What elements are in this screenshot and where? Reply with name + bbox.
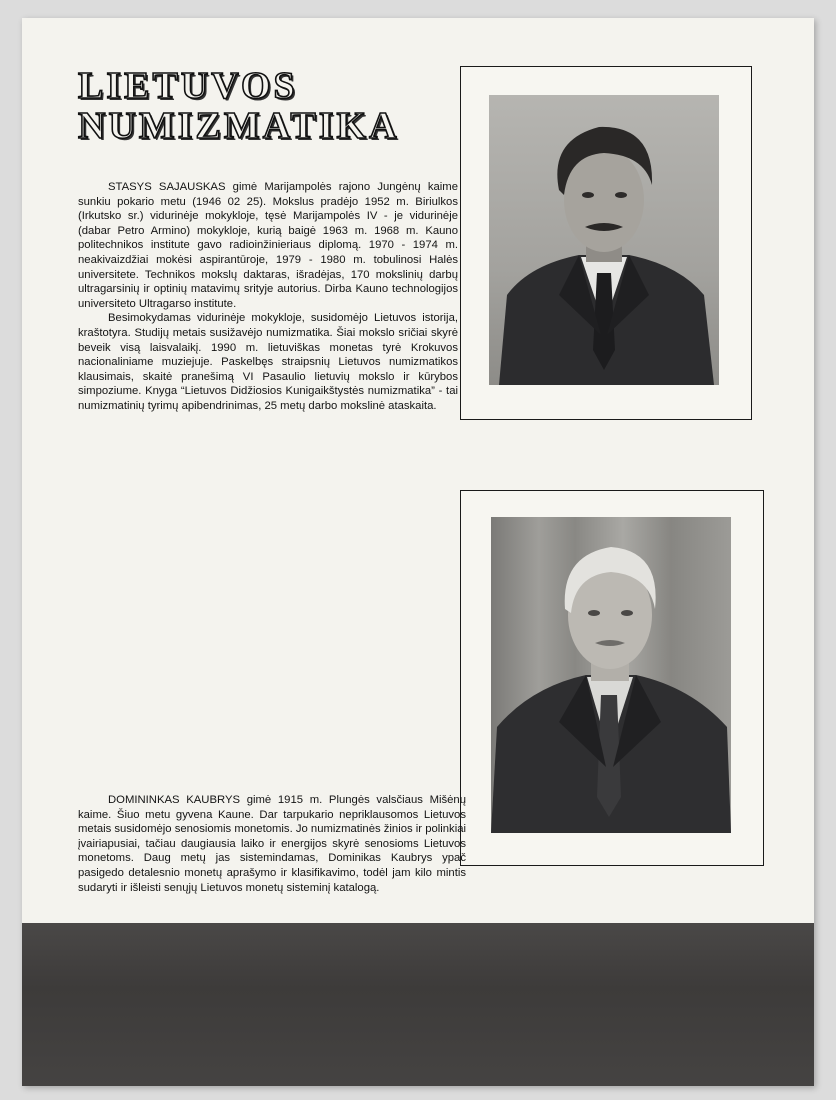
portrait-sajauskas-icon — [489, 95, 719, 385]
portrait-frame-sajauskas — [460, 66, 752, 420]
cover-bottom-band — [22, 923, 814, 1086]
portrait-kaubrys-icon — [491, 517, 731, 833]
title-line-2: NUMIZMATIKA — [78, 105, 400, 147]
biography-sajauskas — [78, 180, 458, 414]
title-line-1: LIETUVOS — [78, 65, 298, 107]
portrait-frame-kaubrys — [460, 490, 764, 866]
portrait-sajauskas — [489, 95, 719, 385]
biography-kaubrys — [78, 793, 466, 895]
biography-paragraph: DOMININKAS KAUBRYS gimė 1915 m. Plungės valsčiaus Mišėnų kaime. Šiuo metu gyvena Kaune. Dar tarpukario nepriklausomos Lietuvos metais susidomėjo senosiomis monetomis. Jo numizmatinės žinios ir polinkiai įvairiapusiai, tačiau daugiausia laiko ir energijos skyrė senosioms Lietuvos monetoms. Daug metų jas sistemindamas, Dominikas Kaubrys ypač pasigedo detalesnio monetų aprašymo ir klasifikavimo, todėl jam kilo mintis sudaryti ir išleisti senųjų Lietuvos monetų sisteminį katalogą. — [78, 794, 467, 894]
biography-paragraph: Besimokydamas vidurinėje mokykloje, susidomėjo Lietuvos istorija, kraštotyra. Studijų metais susižavėjo numizmatika. Šiai mokslo sričiai skyrė beveik visą laisvalaikį. 1990 m. lietuviškas monetas tyrė Krokuvos nacionaliniame muziejuje. Paskelbęs straipsnių Lietuvos numizmatikos klausimais, skaitė pranešimą VI Pasaulio lietuvių mokslo ir kūrybos simpoziume. Knyga “Lietuvos Didžiosios Kunigaikštystės numizmatika” - tai numizmatinių tyrimų apibendrinimas, 25 metų darbo mokslinė ataskaita. — [78, 312, 458, 412]
portrait-kaubrys — [491, 517, 731, 833]
cover-title — [78, 66, 400, 146]
biography-paragraph: STASYS SAJAUSKAS gimė Marijampolės rajono Jungėnų kaime sunkiu pokario metu (1946 02 25). Mokslus pradėjo 1952 m. Biriulkos (Irkutsko sr.) vidurinėje mokykloje, tęsė Marijampolės IV - je vidurinėje (dabar Petro Armino) mokykloje, kurią baigė 1963 m. 1968 m. Kauno politechnikos institute gavo radioinžinieriaus diplomą. 1970 - 1974 m. neakivaizdžiai mokėsi aspirantūroje, 1979 - 1980 m. tobulinosi Halės universitete. Technikos mokslų daktaras, išradėjas, 170 mokslinių darbų ultragarsinių ir optinių matavimų srityje autorius. Dirba Kauno technologijos universiteto Ultragarso institute. — [78, 181, 458, 310]
book-back-cover — [22, 18, 814, 1086]
